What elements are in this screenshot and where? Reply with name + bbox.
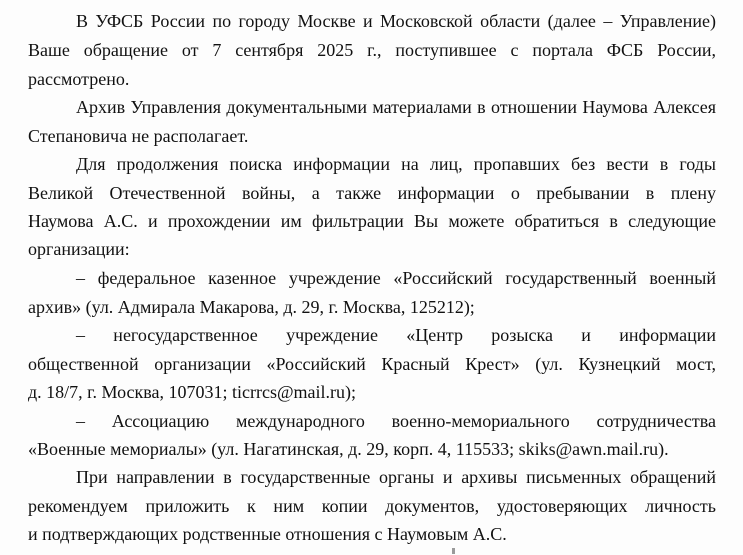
paragraph-3-line-1: Для продолжения поиска информации на лиц, пропавших без вести в годы	[76, 154, 716, 174]
paragraph-1-line-3: рассмотрено.	[28, 69, 130, 89]
list-item-2-line-1: – негосударственное учреждение «Центр розыска и информации	[76, 325, 716, 345]
list-item-1-line-2: архив» (ул. Адмирала Макарова, д. 29, г. Москва, 125212);	[28, 297, 475, 317]
paragraph-4-line-1: При направлении в государственные органы и архивы письменных обращений	[76, 467, 716, 487]
list-item-2-line-2: общественной организации «Российский Красный Крест» (ул. Кузнецкий мост,	[28, 354, 716, 374]
list-item-3-line-1: – Ассоциацию международного военно-мемориального сотрудничества	[76, 411, 716, 431]
paragraph-1-line-2: Ваше обращение от 7 сентября 2025 г., поступившее с портала ФСБ России,	[28, 40, 716, 60]
paragraph-2-line-1: Архив Управления документальными материалами в отношении Наумова Алексея	[76, 97, 716, 117]
list-item-1-line-1: – федеральное казенное учреждение «Российский государственный военный	[76, 268, 716, 288]
paragraph-3-line-3: Наумова А.С. и прохождении им фильтрации Вы можете обратиться в следующие	[28, 211, 716, 231]
paragraph-3-line-2: Великой Отечественной войны, а также информации о пребывании в плену	[28, 183, 716, 203]
paragraph-4-line-2: рекомендуем приложить к ним копии документов, удостоверяющих личность	[28, 496, 716, 516]
list-item-2-line-3: д. 18/7, г. Москва, 107031; ticrrcs@mail.ru);	[28, 382, 357, 402]
paragraph-3-line-4: организации:	[28, 239, 130, 259]
paragraph-2-line-2: Степановича не располагает.	[28, 126, 249, 146]
paragraph-1-line-1: В УФСБ России по городу Москве и Московской области (далее – Управление)	[76, 11, 716, 31]
list-item-3-line-2: «Военные мемориалы» (ул. Нагатинская, д. 29, корп. 4, 115533; skiks@awn.mail.ru).	[28, 439, 669, 459]
scan-mark	[452, 548, 455, 554]
paragraph-4-line-3: и подтверждающих родственные отношения с Наумовым А.С.	[28, 524, 507, 544]
